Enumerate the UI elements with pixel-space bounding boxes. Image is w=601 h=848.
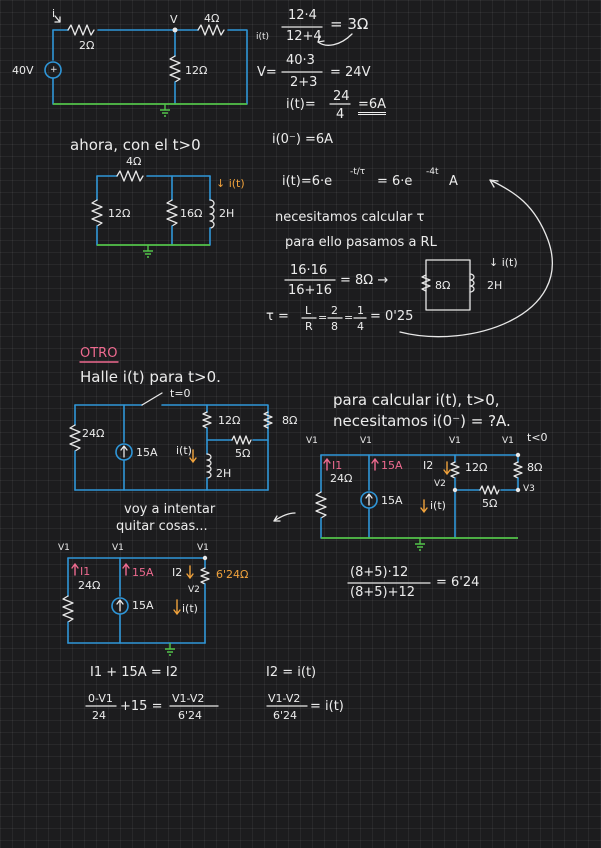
eq-tau-frac3-num: 1: [357, 304, 364, 317]
simplify-line-2: quitar cosas...: [116, 519, 208, 534]
current-label-it: i(t): [176, 444, 192, 457]
arrow-icon: [55, 16, 60, 22]
plan-line-1: para calcular i(t), t>0,: [333, 391, 500, 409]
eq-rp-denominator: (8+5)+12: [350, 585, 416, 600]
node-label-v2: V2: [188, 585, 200, 595]
arrow-up-icon: [121, 446, 127, 457]
eq-v-numerator: 40·3: [286, 53, 315, 68]
eq3-den1: 24: [92, 709, 106, 722]
eq-i-denominator: 4: [336, 107, 345, 122]
current-label-it: ↓ i(t): [216, 177, 245, 190]
resistor-label-16ohm: 16Ω: [180, 207, 203, 220]
rl-resistor-label: 8Ω: [435, 279, 451, 292]
eq-req-denominator: 12+4: [286, 29, 322, 44]
eq-i0: i(0⁻) =6A: [272, 132, 334, 147]
eq-v-denominator: 2+3: [290, 75, 318, 90]
source-label-15a: 15A: [381, 459, 403, 472]
resistor-8ohm: [514, 462, 522, 478]
arrow-down-icon: [421, 500, 427, 512]
eq-tau-lhs: τ =: [266, 309, 289, 324]
eq3-num2: V1-V2: [172, 692, 205, 705]
eq-rp-numerator: (8+5)·12: [350, 565, 409, 580]
circuit3: [70, 393, 272, 490]
eq-req-numerator: 16·16: [290, 263, 328, 278]
resistor-5ohm: [232, 436, 251, 444]
eq-tau-eq1: =: [318, 311, 328, 324]
eq4-result: = i(t): [310, 699, 344, 714]
source-label-40v: 40V: [12, 64, 34, 77]
node-label-v1: V1: [197, 543, 209, 553]
resistor-5ohm: [480, 486, 499, 494]
current-label-it: i(t): [430, 499, 446, 512]
eq-it-decay: i(t)=6·e: [282, 174, 333, 189]
inductor-2h: [207, 454, 211, 478]
current-label-i2: I2: [172, 566, 183, 579]
plan-line-2: necesitamos i(0⁻) = ?A.: [333, 412, 511, 430]
eq-i-lhs: i(t)=: [286, 97, 316, 112]
eq3-num1: 0-V1: [88, 692, 113, 705]
resistor-label-12ohm: 12Ω: [218, 414, 241, 427]
eq-tau-eq2: =: [344, 311, 354, 324]
eq-tau-frac2-den: 8: [331, 320, 338, 333]
node-v: [173, 28, 178, 33]
time-label-t-lt-0: t<0: [527, 431, 548, 444]
resistor-2ohm: [68, 25, 94, 35]
eq-tau-frac2-num: 2: [331, 304, 338, 317]
eq-i2-equals-it: I2 = i(t): [266, 665, 317, 680]
resistor-24ohm: [63, 596, 73, 622]
eq-v-result: = 24V: [330, 65, 371, 80]
resistor-label-24ohm: 24Ω: [78, 579, 101, 592]
problem-prompt: Halle i(t) para t>0.: [80, 368, 221, 386]
eq-req-numerator: 12·4: [288, 8, 317, 23]
resistor-624ohm: [201, 568, 209, 584]
arrow-up-icon: [117, 600, 123, 611]
source-label-15a: 15A: [132, 599, 154, 612]
arrow-down-icon: [174, 600, 180, 614]
source-label-15a: 15A: [132, 566, 154, 579]
arrow-up-icon: [366, 494, 372, 505]
arrow-up-icon: [372, 459, 378, 470]
resistor-label-24ohm: 24Ω: [330, 472, 353, 485]
ground-icon: [415, 538, 425, 550]
eq-rp-result: = 6'24: [436, 575, 480, 590]
resistor-12ohm: [451, 462, 459, 478]
arrow-icon: [400, 180, 552, 337]
eq-it-decay-mid: = 6·e: [377, 174, 413, 189]
eq-req-result: = 3Ω: [330, 15, 369, 33]
eq-i-result: =6A: [358, 98, 386, 115]
resistor-4ohm: [117, 171, 143, 181]
eq-tau-frac1-den: R: [305, 320, 313, 333]
node-label-v3: V3: [523, 484, 535, 494]
resistor-label-8ohm: 8Ω: [527, 461, 543, 474]
switch-label: t=0: [170, 387, 191, 400]
resistor-label-12ohm: 12Ω: [108, 207, 131, 220]
source-sign: +: [50, 65, 58, 75]
resistor-label-4ohm: 4Ω: [204, 12, 220, 25]
resistor-label-5ohm: 5Ω: [482, 497, 498, 510]
resistor-label-624ohm: 6'24Ω: [216, 568, 249, 581]
eq-it-unit: A: [449, 174, 458, 189]
section3-heading: OTRO: [80, 346, 118, 361]
node-label-v: V: [170, 13, 178, 26]
inductor-label-2h: 2H: [216, 467, 232, 480]
current-label-i1: I1: [332, 459, 343, 472]
resistor-label-4ohm: 4Ω: [126, 155, 142, 168]
eq3-den2: 6'24: [178, 709, 203, 722]
resistor-12ohm: [203, 412, 211, 428]
eq4-den: 6'24: [273, 709, 298, 722]
node-label-v1: V1: [449, 436, 461, 446]
switch: [142, 393, 162, 405]
eq-it-exponent: -t/τ: [350, 167, 366, 177]
inductor-2h: [210, 200, 214, 228]
eq-req-denominator: 16+16: [288, 283, 332, 298]
resistor-12ohm: [92, 200, 102, 226]
section2-heading: ahora, con el t>0: [70, 136, 201, 154]
node-label-v1: V1: [112, 543, 124, 553]
eq-i-numerator: 24: [333, 89, 350, 104]
resistor-12ohm: [170, 56, 180, 82]
eq-req-result: = 8Ω →: [340, 273, 389, 288]
current-label-it: i(t): [182, 602, 198, 615]
arrow-up-icon: [72, 564, 78, 575]
eq3-mid: +15 =: [120, 699, 163, 714]
source-label-15a: 15A: [381, 494, 403, 507]
resistor-24ohm: [316, 492, 326, 518]
node-label-v1: V1: [360, 436, 372, 446]
ground-icon: [165, 643, 175, 655]
arrow-up-icon: [324, 459, 330, 470]
rl-current-label: ↓ i(t): [489, 256, 518, 269]
source-label-15a: 15A: [136, 446, 158, 459]
circuit1: [45, 13, 247, 116]
eq-it-label: i(t): [256, 32, 270, 42]
resistor-24ohm: [70, 425, 80, 451]
resistor-label-2ohm: 2Ω: [79, 39, 95, 52]
note-go-rl: para ello pasamos a RL: [285, 235, 437, 250]
resistor-label-12ohm: 12Ω: [465, 461, 488, 474]
resistor-4ohm: [198, 25, 224, 35]
current-label-i: i: [52, 7, 56, 20]
node-label-v1: V1: [58, 543, 70, 553]
eq4-num: V1-V2: [268, 692, 301, 705]
note-need-tau: necesitamos calcular τ: [275, 210, 425, 225]
eq-kcl: I1 + 15A = I2: [90, 665, 178, 680]
node-label-v1: V1: [502, 436, 514, 446]
simplify-line-1: voy a intentar: [124, 502, 216, 517]
eq-tau-result: = 0'25: [370, 309, 414, 324]
eq-it-exponent2: -4t: [426, 167, 439, 177]
arrow-icon: [318, 34, 352, 45]
current-label-i2: I2: [423, 459, 434, 472]
rl-inductor-label: 2H: [487, 279, 503, 292]
resistor-label-8ohm: 8Ω: [282, 414, 298, 427]
node-label-v2: V2: [434, 479, 446, 489]
eq-tau-frac3-den: 4: [357, 320, 364, 333]
arrow-down-icon: [187, 566, 193, 578]
resistor-16ohm: [167, 200, 177, 226]
node-label-v1: V1: [306, 436, 318, 446]
arrow-down-icon: [444, 462, 450, 474]
arrow-up-icon: [123, 564, 129, 575]
eq-v-lhs: V=: [257, 65, 277, 80]
resistor-label-12ohm: 12Ω: [185, 64, 208, 77]
inductor-label-2h: 2H: [219, 207, 235, 220]
eq-tau-frac1-num: L: [305, 304, 312, 317]
resistor-label-5ohm: 5Ω: [235, 447, 251, 460]
ground-icon: [143, 245, 153, 257]
current-label-i1: I1: [80, 565, 91, 578]
ground-icon: [160, 104, 170, 116]
resistor-label-24ohm: 24Ω: [82, 427, 105, 440]
